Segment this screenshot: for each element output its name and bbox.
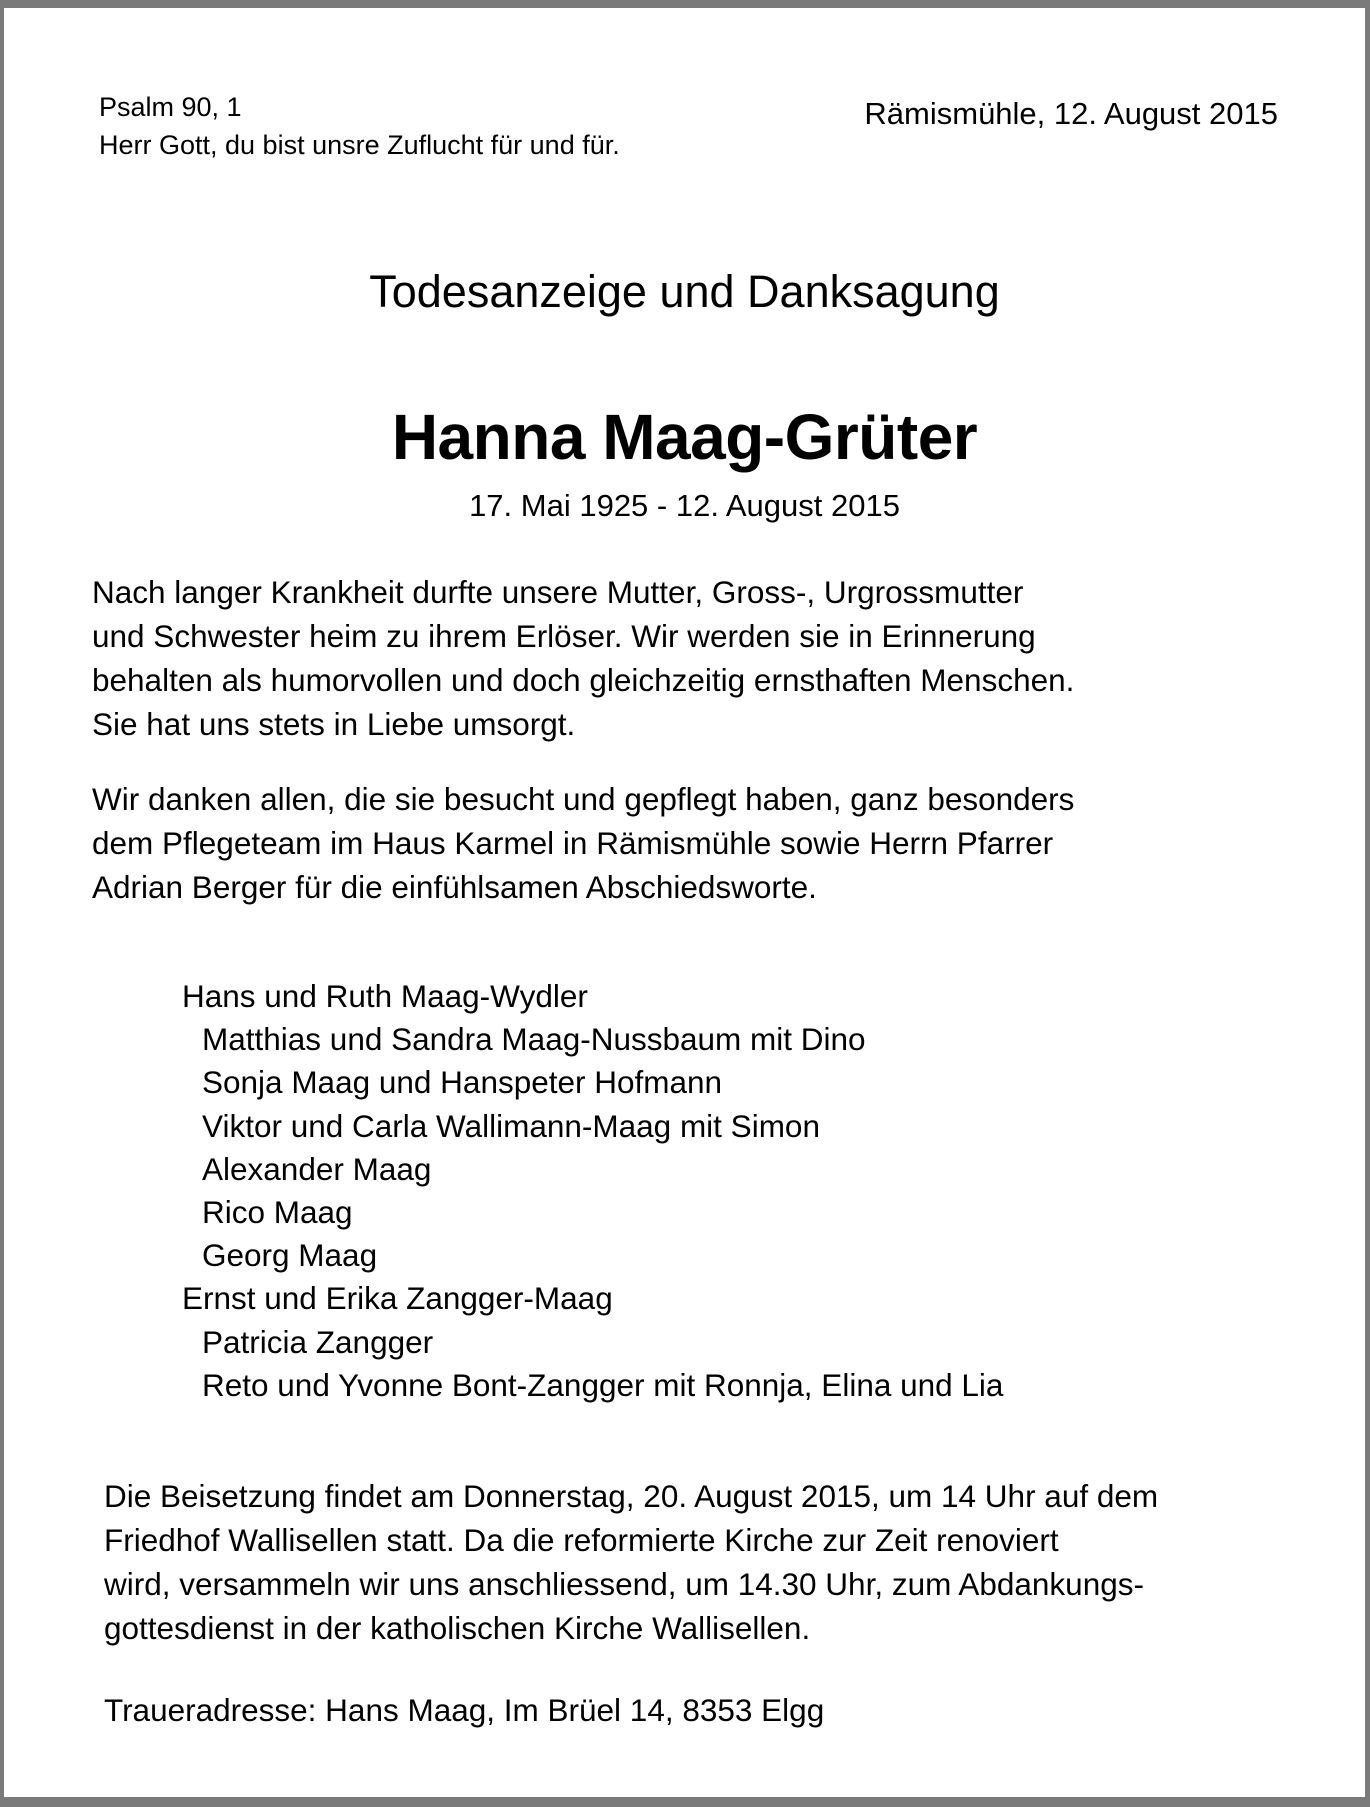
text-line: Friedhof Wallisellen statt. Da die reformierte Kirche zur Zeit renoviert: [104, 1522, 1059, 1558]
family-member: Matthias und Sandra Maag-Nussbaum mit Dino: [202, 1021, 866, 1058]
text-line: behalten als humorvollen und doch gleichzeitig ernsthaften Menschen.: [92, 662, 1075, 698]
lifespan: 17. Mai 1925 - 12. August 2015: [469, 488, 900, 523]
family-member: Sonja Maag und Hanspeter Hofmann: [202, 1064, 723, 1101]
text-line: Adrian Berger für die einfühlsamen Abschiedsworte.: [92, 869, 817, 905]
psalm-text: Herr Gott, du bist unsre Zuflucht für und für.: [99, 130, 620, 160]
family-member: Viktor und Carla Wallimann-Maag mit Simon: [202, 1107, 820, 1144]
family-member: Ernst und Erika Zangger-Maag: [182, 1280, 613, 1317]
paragraph-tribute: [92, 570, 1074, 746]
text-line: Sie hat uns stets in Liebe umsorgt.: [92, 706, 576, 742]
funeral-info: [104, 1474, 1158, 1650]
family-member: Reto und Yvonne Bont-Zangger mit Ronnja, Elina und Lia: [202, 1366, 1004, 1403]
text-line: Die Beisetzung findet am Donnerstag, 20. August 2015, um 14 Uhr auf dem: [104, 1478, 1159, 1514]
family-member: Rico Maag: [202, 1194, 353, 1231]
text-line: dem Pflegeteam im Haus Karmel in Rämismühle sowie Herrn Pfarrer: [92, 825, 1054, 861]
family-member: Hans und Ruth Maag-Wydler: [182, 978, 588, 1014]
mourning-address: Traueradresse: Hans Maag, Im Brüel 14, 8353 Elgg: [104, 1692, 825, 1728]
place-date: Rämismühle, 12. August 2015: [864, 96, 1278, 131]
psalm-reference: Psalm 90, 1: [99, 92, 242, 122]
psalm-quote: [99, 88, 620, 164]
family-member: Georg Maag: [202, 1237, 378, 1274]
heading: Todesanzeige und Danksagung: [369, 266, 1000, 317]
family-member: Alexander Maag: [202, 1150, 432, 1187]
deceased-name: Hanna Maag-Grüter: [391, 401, 978, 473]
family-member: Patricia Zangger: [202, 1323, 434, 1360]
text-line: und Schwester heim zu ihrem Erlöser. Wir werden sie in Erinnerung: [92, 618, 1036, 654]
family-list: [182, 975, 1003, 1407]
text-line: gottesdienst in der katholischen Kirche Wallisellen.: [104, 1610, 811, 1646]
text-line: Nach langer Krankheit durfte unsere Mutter, Gross-, Urgrossmutter: [92, 574, 1024, 610]
paragraph-thanks: [92, 777, 1074, 909]
obituary-page: [4, 8, 1365, 1797]
text-line: wird, versammeln wir uns anschliessend, um 14.30 Uhr, zum Abdankungs-: [104, 1566, 1144, 1602]
text-line: Wir danken allen, die sie besucht und gepflegt haben, ganz besonders: [92, 781, 1075, 817]
